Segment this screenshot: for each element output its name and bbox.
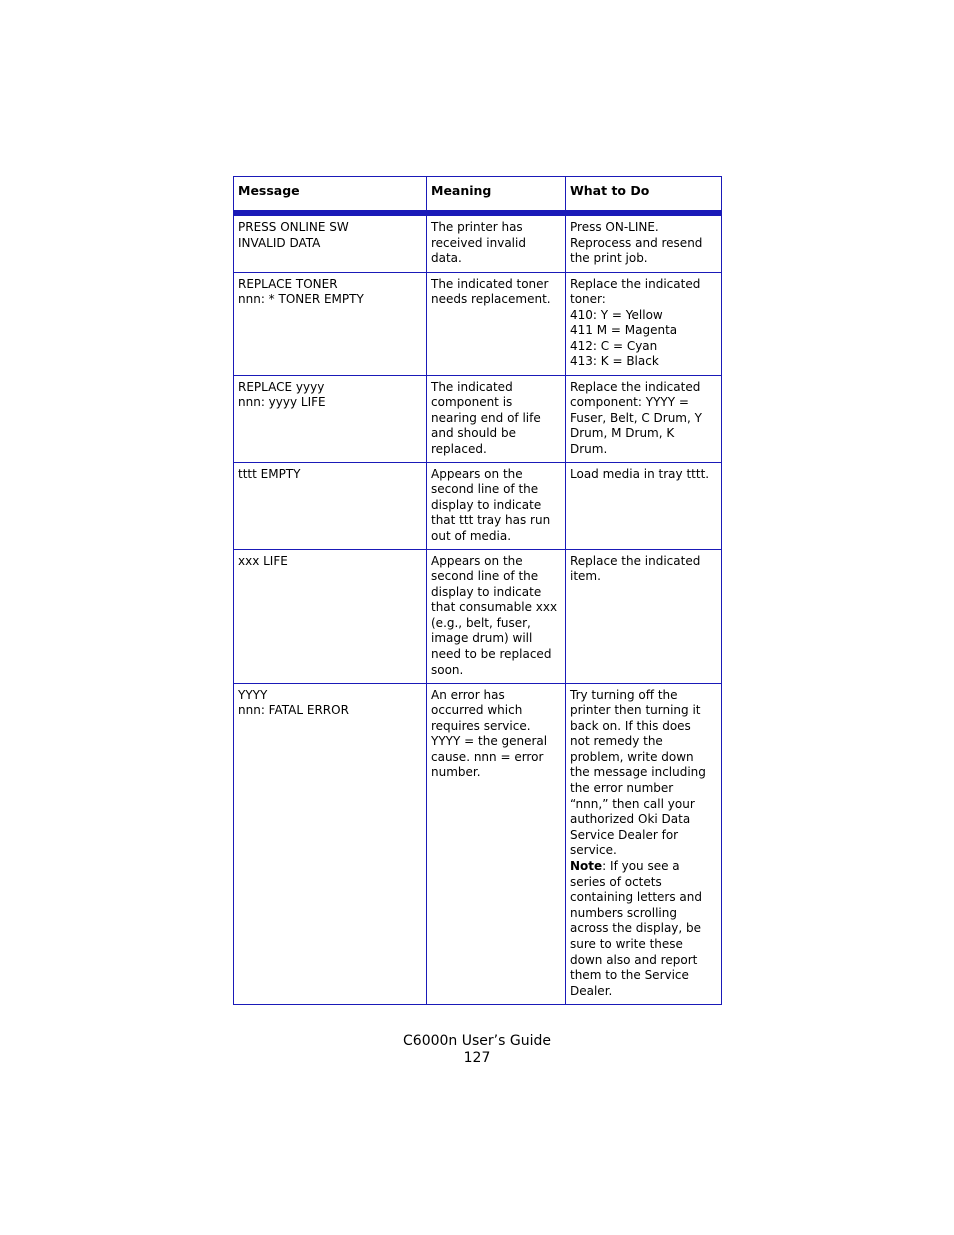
cell-line: Fuser, Belt, C Drum, Y	[570, 410, 702, 425]
cell-line: Try turning off the	[570, 687, 678, 702]
action-cell	[566, 462, 722, 549]
cell-line: 410: Y = Yellow	[570, 307, 663, 322]
cell-line: REPLACE TONER	[238, 276, 338, 291]
cell-line: nearing end of life	[431, 410, 541, 425]
cell-line: The printer has	[431, 220, 523, 234]
cell-line: needs replacement.	[431, 292, 551, 307]
action-cell	[566, 549, 722, 683]
cell-line: (e.g., belt, fuser,	[431, 615, 531, 630]
cell-line: Press ON-LINE.	[570, 220, 659, 234]
cell-line: image drum) will	[431, 631, 533, 646]
cell-line: PRESS ONLINE SW	[238, 220, 349, 234]
note-line: them to the Service	[570, 968, 689, 983]
cell-line: Replace the indicated	[570, 553, 701, 568]
message-cell	[234, 683, 427, 1004]
note-line: Dealer.	[570, 983, 613, 998]
cell-line: second line of the	[431, 569, 539, 584]
cell-line: the message including	[570, 765, 706, 780]
cell-line: 413: K = Black	[570, 354, 659, 369]
cell-line: Appears on the	[431, 466, 523, 481]
error-message-table	[233, 176, 722, 1005]
meaning-cell	[427, 462, 566, 549]
cell-line: “nnn,” then call your	[570, 796, 695, 811]
note-line	[570, 859, 717, 875]
cell-line: display to indicate	[431, 497, 542, 512]
cell-line: Load media in tray tttt.	[570, 466, 710, 481]
cell-line: out of media.	[431, 528, 512, 543]
cell-line: nnn: yyyy LIFE	[238, 395, 326, 410]
cell-line: 411 M = Magenta	[570, 323, 678, 338]
table-row	[234, 462, 722, 549]
message-cell	[234, 549, 427, 683]
header-meaning: Meaning	[427, 177, 566, 214]
cell-line: the print job.	[570, 251, 648, 266]
cell-line: the error number	[570, 781, 674, 796]
header-what-to-do: What to Do	[566, 177, 722, 214]
cell-line: REPLACE yyyy	[238, 379, 325, 394]
table-row	[234, 272, 722, 375]
table-row	[234, 683, 722, 1004]
note-line: series of octets	[570, 874, 662, 889]
cell-line: INVALID DATA	[238, 235, 321, 250]
cell-line: component: YYYY =	[570, 395, 689, 410]
cell-line: number.	[431, 765, 481, 780]
cell-line: Replace the indicated	[570, 379, 701, 394]
cell-line: second line of the	[431, 482, 539, 497]
cell-line: Service Dealer for	[570, 827, 679, 842]
cell-line: occurred which	[431, 703, 523, 718]
cell-line: Drum.	[570, 441, 608, 456]
cell-line: xxx LIFE	[238, 553, 288, 568]
message-cell	[234, 462, 427, 549]
note-text: : If you see a	[602, 859, 680, 874]
cell-line: 412: C = Cyan	[570, 338, 658, 353]
action-cell	[566, 213, 722, 272]
note-line: containing letters and	[570, 890, 702, 905]
page-number: 127	[463, 1050, 491, 1066]
message-cell	[234, 272, 427, 375]
cell-line: and should be	[431, 426, 516, 441]
cell-line: Appears on the	[431, 553, 523, 568]
table-header-row	[234, 177, 722, 214]
action-cell	[566, 272, 722, 375]
cell-line: problem, write down	[570, 749, 694, 764]
cell-line: cause. nnn = error	[431, 749, 544, 764]
cell-line: requires service.	[431, 718, 531, 733]
table-row	[234, 375, 722, 462]
cell-line: that consumable xxx	[431, 600, 558, 615]
meaning-cell	[427, 213, 566, 272]
action-cell	[566, 375, 722, 462]
cell-line: toner:	[570, 292, 606, 307]
cell-line: nnn: FATAL ERROR	[238, 703, 349, 718]
meaning-cell	[427, 272, 566, 375]
note-line: sure to write these	[570, 937, 683, 951]
cell-line: data.	[431, 251, 462, 266]
cell-line: The indicated toner	[431, 276, 549, 291]
message-cell	[234, 375, 427, 462]
cell-line: that ttt tray has run	[431, 513, 551, 528]
cell-line: display to indicate	[431, 584, 542, 599]
header-message: Message	[234, 177, 427, 214]
cell-line: component is	[431, 395, 513, 410]
cell-line: An error has	[431, 687, 505, 702]
cell-line: received invalid	[431, 235, 526, 250]
note-label: Note	[570, 859, 603, 874]
note-line: numbers scrolling	[570, 905, 677, 920]
table-row	[234, 549, 722, 683]
cell-line: service.	[570, 843, 617, 858]
cell-line: printer then turning it	[570, 703, 701, 718]
cell-line: not remedy the	[570, 734, 663, 749]
cell-line: back on. If this does	[570, 718, 691, 733]
note-line: down also and report	[570, 952, 698, 967]
meaning-cell	[427, 375, 566, 462]
cell-line: nnn: * TONER EMPTY	[238, 292, 364, 307]
meaning-cell	[427, 683, 566, 1004]
footer-title: C6000n User’s Guide	[403, 1033, 551, 1049]
cell-line: Drum, M Drum, K	[570, 426, 675, 441]
cell-line: YYYY = the general	[431, 734, 548, 749]
cell-line: Reprocess and resend	[570, 235, 703, 250]
cell-line: The indicated	[431, 379, 513, 394]
cell-line: soon.	[431, 662, 464, 677]
cell-line: authorized Oki Data	[570, 812, 691, 827]
meaning-cell	[427, 549, 566, 683]
cell-line: item.	[570, 569, 601, 584]
cell-line: replaced.	[431, 441, 487, 456]
cell-line: Replace the indicated	[570, 276, 701, 291]
note-line: across the display, be	[570, 921, 702, 936]
action-cell	[566, 683, 722, 1004]
cell-line: YYYY	[238, 687, 268, 702]
cell-line: need to be replaced	[431, 647, 552, 662]
table-row	[234, 213, 722, 272]
cell-line: tttt EMPTY	[238, 466, 301, 481]
message-cell	[234, 213, 427, 272]
